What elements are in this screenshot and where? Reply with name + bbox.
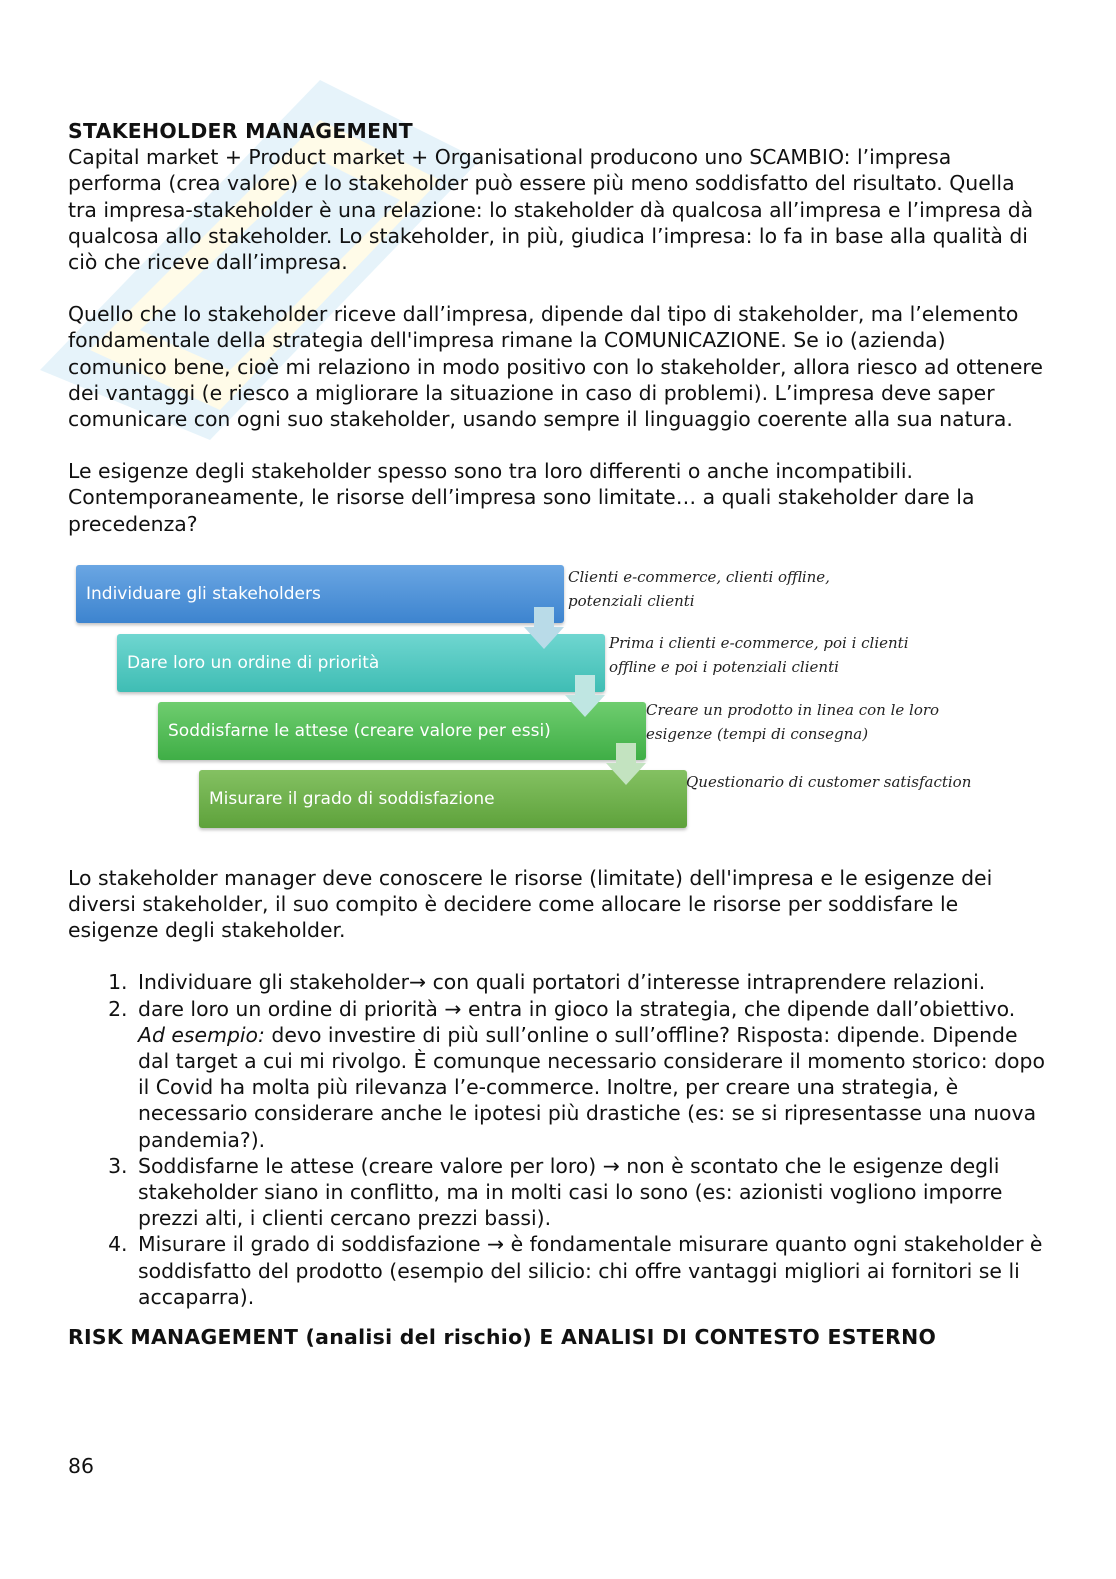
- down-arrow-icon: [606, 743, 646, 785]
- diagram-step-3: Soddisfarne le attese (creare valore per essi): [158, 702, 646, 760]
- diagram-step-2: Dare loro un ordine di priorità: [117, 634, 605, 692]
- paragraph-exchange: Capital market + Product market + Organisational producono uno SCAMBIO: l’impresa performa (crea valore) e lo stakeholder può essere più meno soddisfatto del risultato. Quella tra impresa-stakeholder è una relazione: lo stakeholder dà qualcosa all’impresa e l’impresa dà qualcosa allo stakeholder. Lo stakeholder, in più, giudica l’impresa: lo fa in base alla qualità di ciò che riceve dall’impresa.: [68, 145, 1034, 275]
- document-page: [68, 118, 1048, 1350]
- page-number: 86: [68, 1454, 94, 1478]
- section-heading-risk: RISK MANAGEMENT (analisi del rischio) E ANALISI DI CONTESTO ESTERNO: [68, 1325, 937, 1350]
- list-item: 4. Misurare il grado di soddisfazione → è fondamentale misurare quanto ogni stakeholder è soddisfatto del prodotto (esempio del silicio: chi offre vantaggi migliori ai fornitori se li accaparra).: [134, 1231, 1048, 1310]
- diagram-step-4: Misurare il grado di soddisfazione: [199, 770, 687, 828]
- section-heading-stakeholder: STAKEHOLDER MANAGEMENT: [68, 119, 413, 143]
- paragraph-manager-role: Lo stakeholder manager deve conoscere le risorse (limitate) dell'impresa e le esigenze dei diversi stakeholder, il suo compito è decidere come allocare le risorse per soddisfare le esigenze degli stakeholder.: [68, 865, 993, 943]
- diagram-note-1: Clienti e-commerce, clienti offline, potenziali clienti: [568, 567, 830, 610]
- down-arrow-icon: [524, 607, 564, 649]
- list-item-text: dare loro un ordine di priorità → entra in gioco la strategia, che dipende dall’obiettivo.: [138, 996, 1016, 1021]
- paragraph-needs: Le esigenze degli stakeholder spesso sono tra loro differenti o anche incompatibili. Contemporaneamente, le risorse dell’impresa sono limitate… a quali stakeholder dare la precedenza?: [68, 459, 975, 536]
- paragraph-communication: Quello che lo stakeholder riceve dall’impresa, dipende dal tipo di stakeholder, ma l’elemento fondamentale della strategia dell'impresa rimane la COMUNICAZIONE. Se io (azienda) comunico bene, cioè mi relaziono in modo positivo con lo stakeholder, allora riesco ad ottenere dei vantaggi (e riesco a migliorare la situazione in caso di problemi). L’impresa deve saper comunicare con ogni suo stakeholder, usando sempre il linguaggio coerente alla sua natura.: [68, 302, 1043, 432]
- down-arrow-icon: [565, 675, 605, 717]
- list-item: [134, 996, 1048, 1153]
- diagram-note-3: Creare un prodotto in linea con le loro esigenze (tempi di consegna): [646, 700, 940, 743]
- list-item-emphasis: Ad esempio:: [138, 1022, 265, 1047]
- list-item-text: devo investire di più sull’online o sull’offline? Risposta: dipende. Dipende dal target a cui mi rivolgo. È comunque necessario considerare il momento storico: dopo il Covid ha molta più rilevanza l’e-commerce. Inoltre, per creare una strategia, è necessario considerare anche le ipotesi più drastiche (es: se si ripresentasse una nuova pandemia?).: [138, 1022, 1045, 1152]
- list-item: 1. Individuare gli stakeholder→ con quali portatori d’interesse intraprendere relazioni.: [134, 969, 1048, 995]
- list-item: 3. Soddisfarne le attese (creare valore per loro) → non è scontato che le esigenze degli stakeholder siano in conflitto, ma in molti casi lo sono (es: azionisti vogliono imporre prezzi alti, i clienti cercano prezzi bassi).: [134, 1153, 1048, 1232]
- process-diagram: [68, 545, 1048, 865]
- diagram-step-1: Individuare gli stakeholders: [76, 565, 564, 623]
- diagram-note-4: Questionario di customer satisfaction: [686, 772, 972, 791]
- diagram-note-2: Prima i clienti e-commerce, poi i clienti offline e poi i potenziali clienti: [609, 633, 909, 676]
- steps-list: [68, 969, 1048, 1310]
